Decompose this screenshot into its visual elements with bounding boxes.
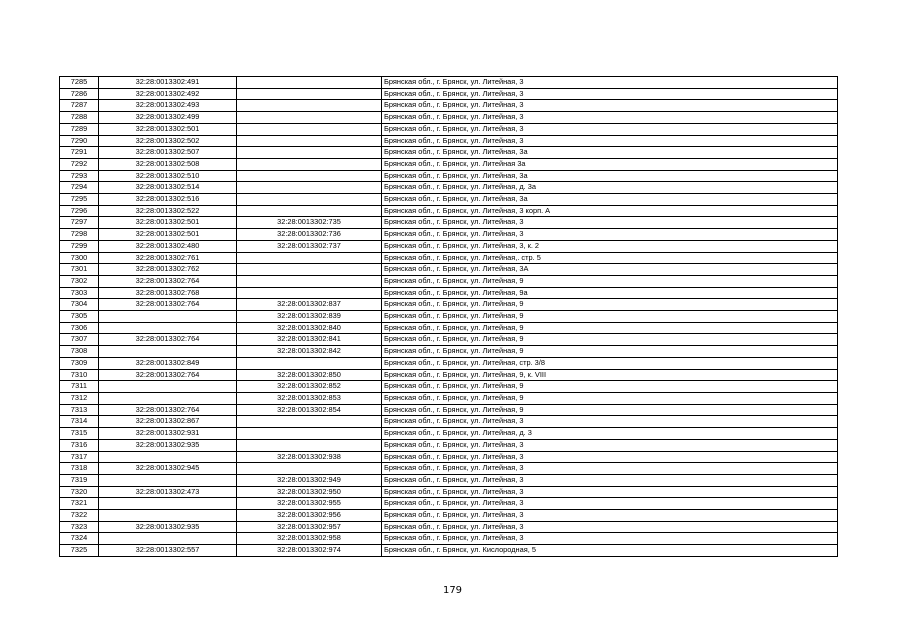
- table-row: [60, 240, 838, 252]
- address-cell: Брянская обл., г. Брянск, ул. Литейная, 3: [382, 486, 838, 498]
- row-number-cell: 7303: [60, 287, 99, 299]
- address-cell: Брянская обл., г. Брянск, ул. Литейная, 3: [382, 135, 838, 147]
- row-number-cell: 7308: [60, 346, 99, 358]
- cadastral-number-cell: 32:28:0013302:935: [99, 521, 237, 533]
- row-number-cell: 7298: [60, 229, 99, 241]
- linked-cadastral-number-cell: [237, 77, 382, 89]
- table-row: [60, 416, 838, 428]
- cadastral-number-cell: [99, 381, 237, 393]
- cadastral-number-cell: 32:28:0013302:492: [99, 88, 237, 100]
- table-row: [60, 252, 838, 264]
- table-row: [60, 100, 838, 112]
- row-number-cell: 7325: [60, 545, 99, 557]
- cadastral-number-cell: 32:28:0013302:761: [99, 252, 237, 264]
- row-number-cell: 7295: [60, 194, 99, 206]
- table-row: [60, 439, 838, 451]
- cadastral-number-cell: 32:28:0013302:935: [99, 439, 237, 451]
- linked-cadastral-number-cell: 32:28:0013302:737: [237, 240, 382, 252]
- address-cell: Брянская обл., г. Брянск, ул. Литейная, 3: [382, 439, 838, 451]
- table-row: [60, 451, 838, 463]
- linked-cadastral-number-cell: [237, 287, 382, 299]
- address-cell: Брянская обл., г. Брянск, ул. Литейная, 3: [382, 451, 838, 463]
- linked-cadastral-number-cell: [237, 123, 382, 135]
- row-number-cell: 7293: [60, 170, 99, 182]
- row-number-cell: 7300: [60, 252, 99, 264]
- row-number-cell: 7311: [60, 381, 99, 393]
- row-number-cell: 7321: [60, 498, 99, 510]
- address-cell: Брянская обл., г. Брянск, ул. Литейная, 9: [382, 334, 838, 346]
- linked-cadastral-number-cell: 32:28:0013302:958: [237, 533, 382, 545]
- row-number-cell: 7285: [60, 77, 99, 89]
- row-number-cell: 7314: [60, 416, 99, 428]
- address-cell: Брянская обл., г. Брянск, ул. Литейная, 3: [382, 510, 838, 522]
- linked-cadastral-number-cell: 32:28:0013302:837: [237, 299, 382, 311]
- table-row: [60, 88, 838, 100]
- linked-cadastral-number-cell: 32:28:0013302:840: [237, 322, 382, 334]
- row-number-cell: 7306: [60, 322, 99, 334]
- linked-cadastral-number-cell: [237, 135, 382, 147]
- table-row: [60, 287, 838, 299]
- linked-cadastral-number-cell: 32:28:0013302:852: [237, 381, 382, 393]
- row-number-cell: 7309: [60, 357, 99, 369]
- row-number-cell: 7316: [60, 439, 99, 451]
- address-cell: Брянская обл., г. Брянск, ул. Литейная, 9: [382, 346, 838, 358]
- address-cell: Брянская обл., г. Брянск, ул. Литейная, 3: [382, 533, 838, 545]
- table-row: [60, 334, 838, 346]
- cadastral-number-cell: [99, 498, 237, 510]
- cadastral-number-cell: 32:28:0013302:501: [99, 229, 237, 241]
- row-number-cell: 7310: [60, 369, 99, 381]
- row-number-cell: 7289: [60, 123, 99, 135]
- address-cell: Брянская обл., г. Брянск, ул. Литейная, 9: [382, 392, 838, 404]
- table-row: [60, 135, 838, 147]
- address-cell: Брянская обл., г. Брянск, ул. Литейная, 3А: [382, 264, 838, 276]
- row-number-cell: 7317: [60, 451, 99, 463]
- address-cell: Брянская обл., г. Брянск, ул. Литейная, 3а: [382, 194, 838, 206]
- linked-cadastral-number-cell: 32:28:0013302:841: [237, 334, 382, 346]
- cadastral-number-cell: 32:28:0013302:764: [99, 369, 237, 381]
- linked-cadastral-number-cell: [237, 463, 382, 475]
- cadastral-number-cell: 32:28:0013302:522: [99, 205, 237, 217]
- cadastral-number-cell: 32:28:0013302:764: [99, 404, 237, 416]
- cadastral-number-cell: 32:28:0013302:764: [99, 334, 237, 346]
- cadastral-number-cell: 32:28:0013302:762: [99, 264, 237, 276]
- table-row: [60, 346, 838, 358]
- address-cell: Брянская обл., г. Брянск, ул. Литейная, д. 3а: [382, 182, 838, 194]
- linked-cadastral-number-cell: [237, 147, 382, 159]
- linked-cadastral-number-cell: [237, 439, 382, 451]
- table-row: [60, 510, 838, 522]
- cadastral-number-cell: 32:28:0013302:764: [99, 275, 237, 287]
- table-row: [60, 369, 838, 381]
- cadastral-number-cell: 32:28:0013302:502: [99, 135, 237, 147]
- row-number-cell: 7307: [60, 334, 99, 346]
- row-number-cell: 7299: [60, 240, 99, 252]
- address-cell: Брянская обл., г. Брянск, ул. Литейная, 9: [382, 381, 838, 393]
- table-body: [60, 77, 838, 557]
- table-row: [60, 533, 838, 545]
- table-row: [60, 158, 838, 170]
- table-row: [60, 77, 838, 89]
- row-number-cell: 7288: [60, 112, 99, 124]
- linked-cadastral-number-cell: 32:28:0013302:735: [237, 217, 382, 229]
- cadastral-number-cell: 32:28:0013302:557: [99, 545, 237, 557]
- linked-cadastral-number-cell: 32:28:0013302:853: [237, 392, 382, 404]
- cadastral-number-cell: 32:28:0013302:501: [99, 217, 237, 229]
- linked-cadastral-number-cell: [237, 158, 382, 170]
- row-number-cell: 7291: [60, 147, 99, 159]
- cadastral-number-cell: 32:28:0013302:510: [99, 170, 237, 182]
- linked-cadastral-number-cell: [237, 252, 382, 264]
- cadastral-number-cell: 32:28:0013302:493: [99, 100, 237, 112]
- linked-cadastral-number-cell: [237, 100, 382, 112]
- linked-cadastral-number-cell: [237, 416, 382, 428]
- linked-cadastral-number-cell: [237, 194, 382, 206]
- table-row: [60, 381, 838, 393]
- linked-cadastral-number-cell: [237, 357, 382, 369]
- address-cell: Брянская обл., г. Брянск, ул. Литейная, 3 корп. А: [382, 205, 838, 217]
- cadastral-number-cell: 32:28:0013302:931: [99, 428, 237, 440]
- table-row: [60, 170, 838, 182]
- cadastral-number-cell: 32:28:0013302:764: [99, 299, 237, 311]
- cadastral-number-cell: 32:28:0013302:491: [99, 77, 237, 89]
- row-number-cell: 7304: [60, 299, 99, 311]
- cadastral-number-cell: 32:28:0013302:514: [99, 182, 237, 194]
- table-row: [60, 545, 838, 557]
- row-number-cell: 7313: [60, 404, 99, 416]
- address-cell: Брянская обл., г. Брянск, ул. Литейная, 9а: [382, 287, 838, 299]
- cadastral-number-cell: [99, 510, 237, 522]
- table-row: [60, 205, 838, 217]
- cadastral-number-cell: 32:28:0013302:473: [99, 486, 237, 498]
- cadastral-number-cell: 32:28:0013302:480: [99, 240, 237, 252]
- cadastral-number-cell: [99, 474, 237, 486]
- address-cell: Брянская обл., г. Брянск, ул. Литейная, 3: [382, 112, 838, 124]
- address-cell: Брянская обл., г. Брянск, ул. Литейная, 9: [382, 311, 838, 323]
- linked-cadastral-number-cell: 32:28:0013302:955: [237, 498, 382, 510]
- row-number-cell: 7318: [60, 463, 99, 475]
- row-number-cell: 7322: [60, 510, 99, 522]
- linked-cadastral-number-cell: 32:28:0013302:957: [237, 521, 382, 533]
- cadastral-number-cell: [99, 322, 237, 334]
- row-number-cell: 7290: [60, 135, 99, 147]
- address-cell: Брянская обл., г. Брянск, ул. Литейная, 3: [382, 100, 838, 112]
- table-row: [60, 123, 838, 135]
- cadastral-number-cell: 32:28:0013302:945: [99, 463, 237, 475]
- row-number-cell: 7320: [60, 486, 99, 498]
- cadastral-number-cell: [99, 451, 237, 463]
- address-cell: Брянская обл., г. Брянск, ул. Литейная, 3: [382, 463, 838, 475]
- table-row: [60, 322, 838, 334]
- address-cell: Брянская обл., г. Брянск, ул. Литейная, 9: [382, 322, 838, 334]
- row-number-cell: 7292: [60, 158, 99, 170]
- cadastral-number-cell: [99, 346, 237, 358]
- page-number: 179: [442, 585, 463, 596]
- linked-cadastral-number-cell: 32:28:0013302:938: [237, 451, 382, 463]
- address-cell: Брянская обл., г. Брянск, ул. Литейная, 3: [382, 416, 838, 428]
- cadastral-number-cell: 32:28:0013302:507: [99, 147, 237, 159]
- linked-cadastral-number-cell: [237, 182, 382, 194]
- address-cell: Брянская обл., г. Брянск, ул. Литейная,. стр. 5: [382, 252, 838, 264]
- address-cell: Брянская обл., г. Брянск, ул. Литейная, 9: [382, 404, 838, 416]
- address-cell: Брянская обл., г. Брянск, ул. Кислородная, 5: [382, 545, 838, 557]
- table-row: [60, 217, 838, 229]
- table-row: [60, 486, 838, 498]
- table-row: [60, 275, 838, 287]
- table-row: [60, 521, 838, 533]
- linked-cadastral-number-cell: 32:28:0013302:956: [237, 510, 382, 522]
- table-row: [60, 299, 838, 311]
- cadastral-number-cell: [99, 392, 237, 404]
- linked-cadastral-number-cell: 32:28:0013302:842: [237, 346, 382, 358]
- address-cell: Брянская обл., г. Брянск, ул. Литейная, 3: [382, 217, 838, 229]
- linked-cadastral-number-cell: 32:28:0013302:854: [237, 404, 382, 416]
- address-cell: Брянская обл., г. Брянск, ул. Литейная, 9: [382, 299, 838, 311]
- table-row: [60, 474, 838, 486]
- linked-cadastral-number-cell: 32:28:0013302:850: [237, 369, 382, 381]
- row-number-cell: 7319: [60, 474, 99, 486]
- address-cell: Брянская обл., г. Брянск, ул. Литейная 3а: [382, 158, 838, 170]
- cadastral-number-cell: 32:28:0013302:849: [99, 357, 237, 369]
- linked-cadastral-number-cell: [237, 428, 382, 440]
- linked-cadastral-number-cell: 32:28:0013302:950: [237, 486, 382, 498]
- cadastral-number-cell: [99, 533, 237, 545]
- row-number-cell: 7297: [60, 217, 99, 229]
- cadastral-number-cell: [99, 311, 237, 323]
- table-row: [60, 194, 838, 206]
- linked-cadastral-number-cell: [237, 275, 382, 287]
- row-number-cell: 7312: [60, 392, 99, 404]
- cadastral-number-cell: 32:28:0013302:768: [99, 287, 237, 299]
- table-row: [60, 182, 838, 194]
- linked-cadastral-number-cell: [237, 264, 382, 276]
- address-cell: Брянская обл., г. Брянск, ул. Литейная, 3: [382, 88, 838, 100]
- linked-cadastral-number-cell: [237, 88, 382, 100]
- address-cell: Брянская обл., г. Брянск, ул. Литейная, 3: [382, 498, 838, 510]
- linked-cadastral-number-cell: 32:28:0013302:839: [237, 311, 382, 323]
- linked-cadastral-number-cell: [237, 170, 382, 182]
- row-number-cell: 7287: [60, 100, 99, 112]
- linked-cadastral-number-cell: 32:28:0013302:974: [237, 545, 382, 557]
- linked-cadastral-number-cell: 32:28:0013302:949: [237, 474, 382, 486]
- table-row: [60, 229, 838, 241]
- linked-cadastral-number-cell: [237, 112, 382, 124]
- cadastral-number-cell: 32:28:0013302:508: [99, 158, 237, 170]
- row-number-cell: 7302: [60, 275, 99, 287]
- table-row: [60, 463, 838, 475]
- table-row: [60, 392, 838, 404]
- row-number-cell: 7305: [60, 311, 99, 323]
- cadastral-number-cell: 32:28:0013302:867: [99, 416, 237, 428]
- address-cell: Брянская обл., г. Брянск, ул. Литейная, 3: [382, 521, 838, 533]
- row-number-cell: 7294: [60, 182, 99, 194]
- cadastral-number-cell: 32:28:0013302:499: [99, 112, 237, 124]
- linked-cadastral-number-cell: [237, 205, 382, 217]
- address-cell: Брянская обл., г. Брянск, ул. Литейная, 3: [382, 123, 838, 135]
- table-row: [60, 147, 838, 159]
- table-row: [60, 311, 838, 323]
- row-number-cell: 7324: [60, 533, 99, 545]
- table-row: [60, 357, 838, 369]
- table-row: [60, 112, 838, 124]
- address-cell: Брянская обл., г. Брянск, ул. Литейная, 3, к. 2: [382, 240, 838, 252]
- address-cell: Брянская обл., г. Брянск, ул. Литейная, д. 3: [382, 428, 838, 440]
- row-number-cell: 7301: [60, 264, 99, 276]
- address-cell: Брянская обл., г. Брянск, ул. Литейная, 3а: [382, 170, 838, 182]
- table-row: [60, 264, 838, 276]
- table-row: [60, 428, 838, 440]
- table-row: [60, 404, 838, 416]
- linked-cadastral-number-cell: 32:28:0013302:736: [237, 229, 382, 241]
- address-cell: Брянская обл., г. Брянск, ул. Литейная, стр. 3/8: [382, 357, 838, 369]
- address-cell: Брянская обл., г. Брянск, ул. Литейная, 3: [382, 77, 838, 89]
- cadastral-number-cell: 32:28:0013302:516: [99, 194, 237, 206]
- address-cell: Брянская обл., г. Брянск, ул. Литейная, 3а: [382, 147, 838, 159]
- address-cell: Брянская обл., г. Брянск, ул. Литейная, 9: [382, 275, 838, 287]
- row-number-cell: 7286: [60, 88, 99, 100]
- table-row: [60, 498, 838, 510]
- cadastral-number-cell: 32:28:0013302:501: [99, 123, 237, 135]
- address-cell: Брянская обл., г. Брянск, ул. Литейная, 9, к. VIII: [382, 369, 838, 381]
- row-number-cell: 7315: [60, 428, 99, 440]
- row-number-cell: 7296: [60, 205, 99, 217]
- row-number-cell: 7323: [60, 521, 99, 533]
- address-cell: Брянская обл., г. Брянск, ул. Литейная, 3: [382, 474, 838, 486]
- registry-table: [59, 76, 838, 557]
- address-cell: Брянская обл., г. Брянск, ул. Литейная, 3: [382, 229, 838, 241]
